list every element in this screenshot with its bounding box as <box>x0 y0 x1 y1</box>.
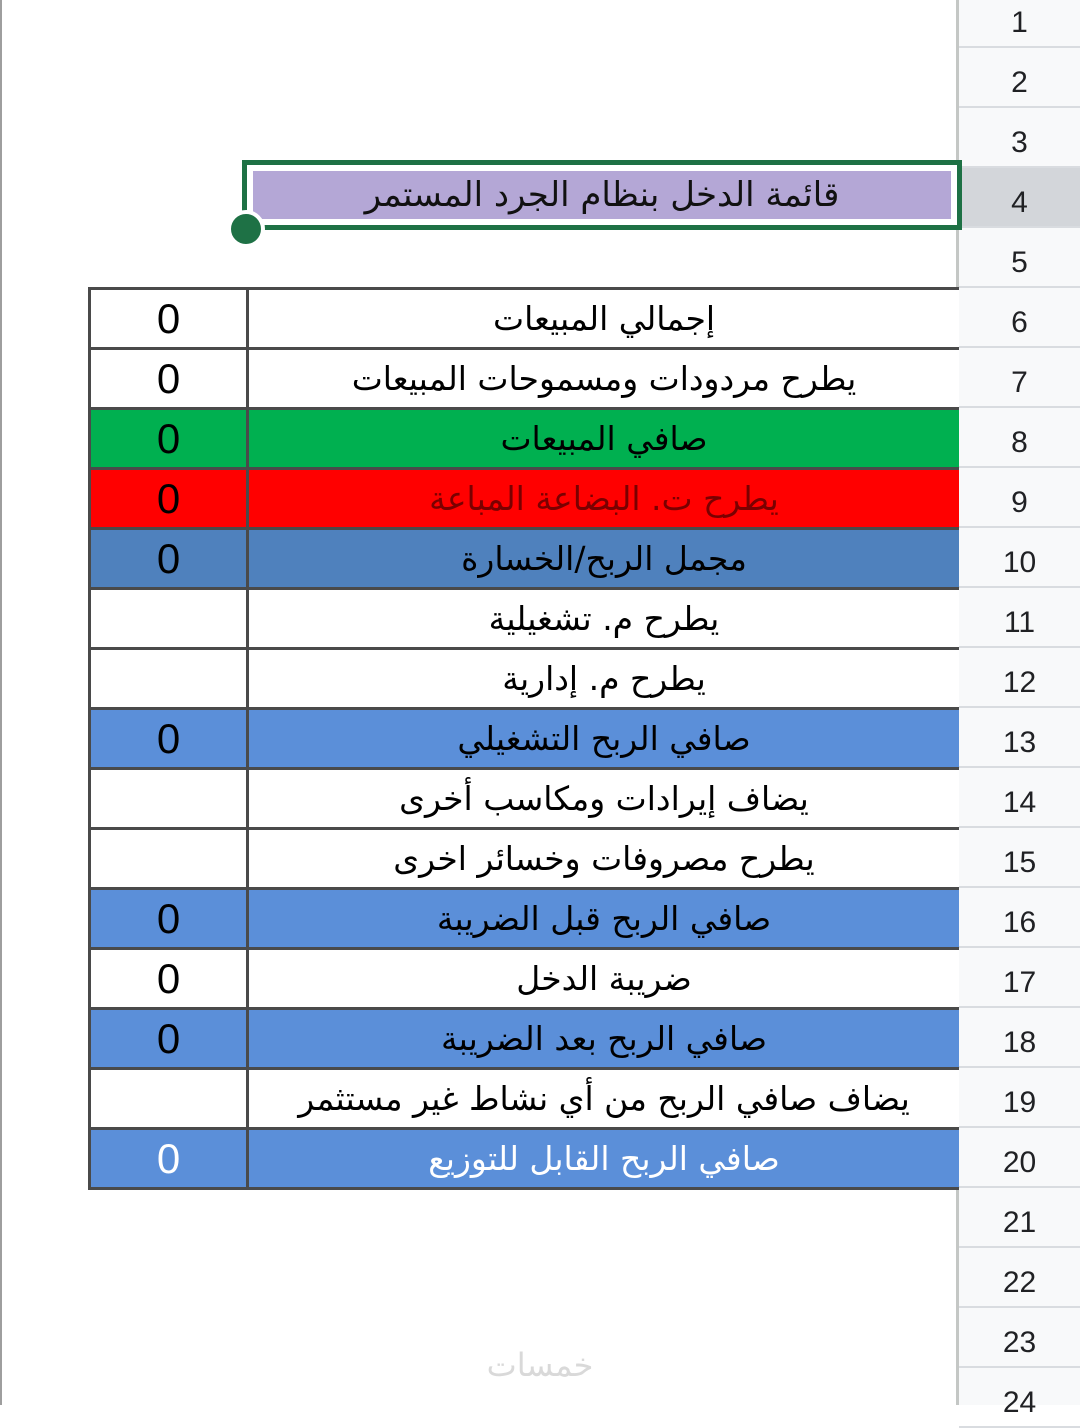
row-header-11[interactable]: 11 <box>959 588 1080 648</box>
label-cell[interactable]: صافي الربح التشغيلي <box>457 719 751 758</box>
table-row <box>91 650 959 710</box>
row-header-8[interactable]: 8 <box>959 408 1080 468</box>
table-row <box>91 530 959 590</box>
row-header-17[interactable]: 17 <box>959 948 1080 1008</box>
label-cell[interactable]: صافي المبيعات <box>500 419 708 458</box>
row-header-7[interactable]: 7 <box>959 348 1080 408</box>
table-row <box>91 290 959 350</box>
income-statement-table <box>88 287 959 1190</box>
label-cell[interactable]: يطرح مصروفات وخسائر اخرى <box>393 839 815 878</box>
row-header-column <box>956 0 1080 1419</box>
row-header-13[interactable]: 13 <box>959 708 1080 768</box>
row-header-2[interactable]: 2 <box>959 48 1080 108</box>
row-header-15[interactable]: 15 <box>959 828 1080 888</box>
row-header-6[interactable]: 6 <box>959 288 1080 348</box>
row-header-18[interactable]: 18 <box>959 1008 1080 1068</box>
value-cell[interactable] <box>91 770 249 827</box>
selected-title-cell[interactable] <box>242 160 962 230</box>
table-row <box>91 950 959 1010</box>
sheet-left-border <box>0 0 2 1405</box>
label-cell[interactable]: يضاف إيرادات ومكاسب أخرى <box>399 779 809 818</box>
row-header-24[interactable]: 24 <box>959 1368 1080 1428</box>
table-row <box>91 470 959 530</box>
label-cell[interactable]: إجمالي المبيعات <box>493 299 716 338</box>
row-header-4[interactable]: 4 <box>959 168 1080 228</box>
row-header-22[interactable]: 22 <box>959 1248 1080 1308</box>
label-cell[interactable]: ضريبة الدخل <box>516 959 692 998</box>
label-cell[interactable]: صافي الربح القابل للتوزيع <box>428 1139 780 1178</box>
label-cell[interactable]: صافي الربح بعد الضريبة <box>440 1019 768 1058</box>
fill-handle[interactable] <box>227 210 265 248</box>
row-header-20[interactable]: 20 <box>959 1128 1080 1188</box>
label-cell[interactable]: يطرح ت. البضاعة المباعة <box>429 479 779 518</box>
row-header-1[interactable]: 1 <box>959 0 1080 48</box>
label-cell[interactable]: يطرح م. تشغيلية <box>488 599 720 638</box>
value-cell[interactable]: 0 <box>91 1010 249 1067</box>
table-row <box>91 1010 959 1070</box>
value-cell[interactable]: 0 <box>91 470 249 527</box>
value-cell[interactable]: 0 <box>91 950 249 1007</box>
value-cell[interactable]: 0 <box>91 350 249 407</box>
table-row <box>91 710 959 770</box>
row-header-19[interactable]: 19 <box>959 1068 1080 1128</box>
value-cell[interactable]: 0 <box>91 410 249 467</box>
value-cell[interactable]: 0 <box>91 890 249 947</box>
value-cell[interactable] <box>91 590 249 647</box>
label-cell[interactable]: يطرح م. إدارية <box>502 659 706 698</box>
value-cell[interactable]: 0 <box>91 290 249 347</box>
row-header-12[interactable]: 12 <box>959 648 1080 708</box>
label-cell[interactable]: صافي الربح قبل الضريبة <box>436 899 772 938</box>
row-header-23[interactable]: 23 <box>959 1308 1080 1368</box>
row-header-9[interactable]: 9 <box>959 468 1080 528</box>
income-statement-title: قائمة الدخل بنظام الجرد المستمر <box>253 171 951 219</box>
row-header-16[interactable]: 16 <box>959 888 1080 948</box>
row-header-3[interactable]: 3 <box>959 108 1080 168</box>
table-row <box>91 1070 959 1130</box>
value-cell[interactable]: 0 <box>91 530 249 587</box>
row-header-14[interactable]: 14 <box>959 768 1080 828</box>
value-cell[interactable] <box>91 650 249 707</box>
table-row <box>91 830 959 890</box>
table-row <box>91 590 959 650</box>
label-cell[interactable]: مجمل الربح/الخسارة <box>461 539 747 578</box>
table-row <box>91 350 959 410</box>
table-row <box>91 890 959 950</box>
value-cell[interactable] <box>91 830 249 887</box>
value-cell[interactable]: 0 <box>91 710 249 767</box>
row-header-21[interactable]: 21 <box>959 1188 1080 1248</box>
row-header-5[interactable]: 5 <box>959 228 1080 288</box>
value-cell[interactable]: 0 <box>91 1130 249 1187</box>
table-row <box>91 1130 959 1187</box>
watermark-logo: خمسات <box>486 1346 594 1384</box>
table-row <box>91 770 959 830</box>
value-cell[interactable] <box>91 1070 249 1127</box>
label-cell[interactable]: يطرح مردودات ومسموحات المبيعات <box>351 359 857 398</box>
row-header-10[interactable]: 10 <box>959 528 1080 588</box>
label-cell[interactable]: يضاف صافي الربح من أي نشاط غير مستثمر <box>298 1079 910 1118</box>
table-row <box>91 410 959 470</box>
